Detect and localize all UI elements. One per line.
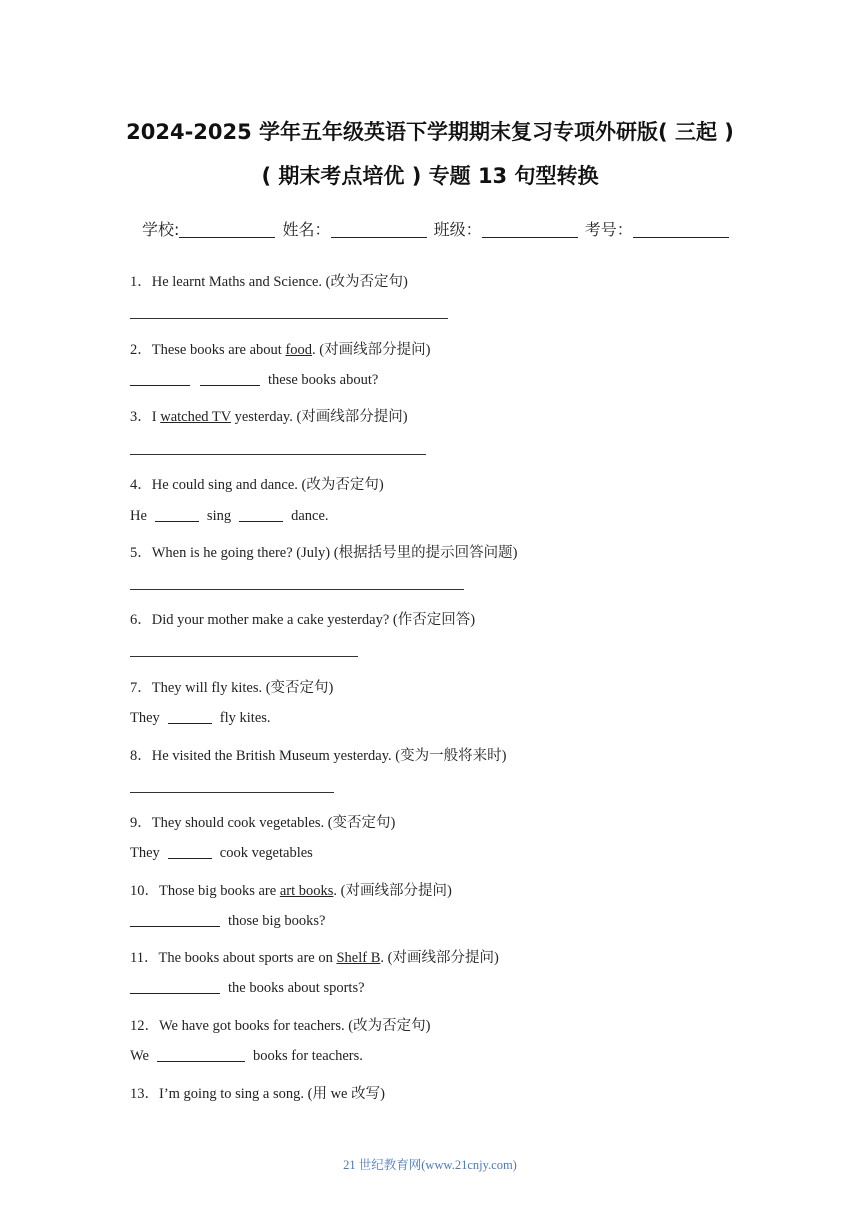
answer-blank[interactable] [239,509,283,522]
number-label: 考号： [584,220,633,239]
answer-row-4: He sing dance. [130,508,329,524]
question-11: 11．The books about sports are on Shelf B. (对画线部分提问) [130,950,499,966]
question-2: 2．These books are about food. (对画线部分提问) [130,342,431,358]
answer-line-6[interactable] [130,656,358,657]
question-3: 3．I watched TV yesterday. (对画线部分提问) [130,409,408,425]
answer-row-10: those big books? [130,913,325,930]
answer-blank[interactable] [130,373,190,386]
underlined-phrase: watched TV [160,409,231,425]
class-blank[interactable] [482,221,578,238]
answer-blank[interactable] [130,981,220,994]
underlined-phrase: food [285,342,313,358]
underlined-phrase: Shelf B [336,950,381,966]
question-5: 5．When is he going there? (July) (根据括号里的提示回答问题) [130,545,518,561]
answer-row-7: They fly kites. [130,710,271,726]
answer-line-5[interactable] [130,589,464,590]
question-7: 7．They will fly kites. (变否定句) [130,680,334,696]
question-9: 9．They should cook vegetables. (变否定句) [130,815,396,831]
answer-row-12: We books for teachers. [130,1048,363,1064]
question-6: 6．Did your mother make a cake yesterday? (作否定回答) [130,612,476,628]
answer-blank[interactable] [155,509,199,522]
question-12: 12．We have got books for teachers. (改为否定句) [130,1018,431,1034]
question-10: 10．Those big books are art books. (对画线部分提问) [130,883,452,899]
name-label: 姓名： [282,220,331,239]
question-1: 1．He learnt Maths and Science. (改为否定句) [130,274,408,290]
number-blank[interactable] [633,221,729,238]
name-blank[interactable] [331,221,427,238]
page-footer: 21 世纪教育网(www.21cnjy.com) [343,1158,517,1172]
answer-blank[interactable] [200,373,260,386]
answer-blank[interactable] [130,914,220,927]
question-4: 4．He could sing and dance. (改为否定句) [130,477,384,493]
answer-line-3[interactable] [130,454,426,455]
underlined-phrase: art books [279,883,334,899]
question-8: 8．He visited the British Museum yesterday. (变为一般将来时) [130,748,507,764]
answer-row-11: the books about sports? [130,980,365,997]
answer-blank[interactable] [168,846,212,859]
answer-line-1[interactable] [130,318,448,319]
student-info-row [142,217,731,240]
answer-line-8[interactable] [130,792,334,793]
document-title-line-1: 2024-2025 学年五年级英语下学期期末复习专项外研版( 三起 ) [126,120,734,144]
document-title-line-2: ( 期末考点培优 ) 专题 13 句型转换 [261,164,599,188]
question-13: 13．I’m going to sing a song. (用 we 改写) [130,1086,385,1102]
school-blank[interactable] [179,221,275,238]
answer-blank[interactable] [157,1049,245,1062]
answer-row-2: these books about? [130,372,378,389]
answer-row-9: They cook vegetables [130,845,313,861]
answer-blank[interactable] [168,711,212,724]
school-label: 学校: [142,220,180,239]
class-label: 班级： [433,220,482,239]
